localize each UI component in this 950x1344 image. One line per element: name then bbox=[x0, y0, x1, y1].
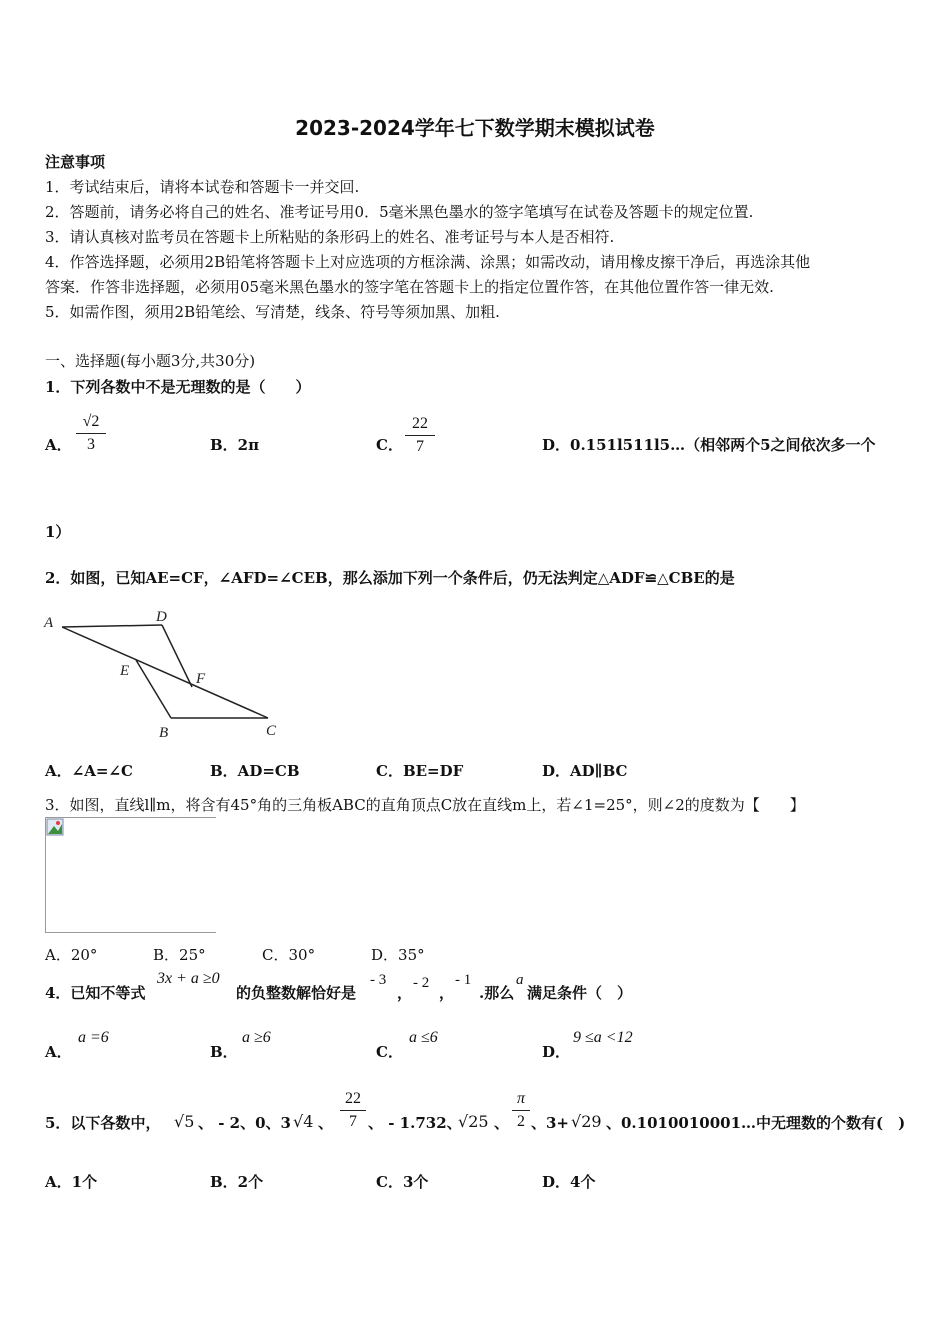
page-title: 2023-2024学年七下数学期末模拟试卷 bbox=[295, 116, 655, 140]
q5-fraction-numerator: 22 bbox=[345, 1090, 361, 1107]
q5-text-5: 、3+ bbox=[531, 1114, 570, 1132]
segment-ac bbox=[62, 627, 268, 718]
q5-pi-numerator: π bbox=[516, 1090, 525, 1107]
q4-separator: ， bbox=[439, 984, 455, 1002]
q4-condition-text: 满足条件（ ） bbox=[527, 984, 633, 1002]
point-d-label: D bbox=[156, 609, 167, 625]
notice-item: 3．请认真核对监考员在答题卡上所粘贴的条形码上的姓名、准考证号与本人是否相符. bbox=[45, 228, 615, 246]
q5-sqrt4: √4 bbox=[293, 1112, 314, 1131]
q5-text-3: 、 - 1.732、 bbox=[368, 1114, 462, 1132]
q4-middle-text: 的负整数解恰好是 bbox=[236, 984, 357, 1002]
notice-item: 4．作答选择题，必须用2B铅笔将答题卡上对应选项的方框涂满、涂黑；如需改动，请用橡皮擦干净后，再选涂其他 bbox=[45, 253, 811, 271]
notice-item: 5．如需作图，须用2B铅笔绘、写清楚，线条、符号等须加黑、加粗. bbox=[45, 303, 500, 321]
q2-option-a: A．∠A=∠C bbox=[45, 762, 133, 780]
broken-image-icon bbox=[46, 818, 64, 836]
q5-text-6: 、0.1010010001…中无理数的个数有( ) bbox=[606, 1114, 906, 1132]
q2-option-b: B．AD=CB bbox=[210, 762, 300, 780]
q2-option-c: C．BE=DF bbox=[376, 762, 464, 780]
question-1-stem: 1．下列各数中不是无理数的是（ ） bbox=[45, 378, 311, 396]
q4-option-a: a =6 bbox=[78, 1029, 109, 1046]
q1-option-d: D．0.151l511l5…（相邻两个5之间依次多一个 bbox=[542, 436, 876, 454]
point-b-label: B bbox=[159, 725, 169, 740]
q4-option-c-label: C． bbox=[376, 1043, 403, 1061]
notice-item: 答案．作答非选择题，必须用05毫米黑色墨水的签字笔在答题卡上的指定位置作答，在其他位置作答一律无效. bbox=[45, 278, 774, 296]
q4-value-2: - 2 bbox=[413, 975, 430, 991]
question-5-prefix: 5．以下各数中， bbox=[45, 1114, 161, 1132]
q2-option-d: D．AD∥BC bbox=[542, 762, 628, 780]
q5-text-2: 、 bbox=[318, 1114, 334, 1132]
question-2-stem: 2．如图，已知AE=CF，∠AFD=∠CEB，那么添加下列一个条件后，仍无法判定△ADF≌△CBE的是 bbox=[45, 569, 735, 587]
q4-separator: ， bbox=[397, 984, 413, 1002]
notice-heading: 注意事项 bbox=[45, 153, 106, 171]
section-heading: 一、选择题(每小题3分,共30分) bbox=[45, 352, 256, 370]
point-f-label: F bbox=[196, 671, 206, 687]
q4-value-1: - 3 bbox=[370, 972, 387, 988]
q5-sqrt29: √29 bbox=[571, 1112, 602, 1131]
q4-option-c: a ≤6 bbox=[409, 1029, 438, 1046]
question-3-stem: 3．如图，直线l∥m，将含有45°角的三角板ABC的直角顶点C放在直线m上，若∠1=25°，则∠2的度数为【 】 bbox=[45, 796, 805, 814]
q1-option-c-label: C． bbox=[376, 436, 403, 454]
q4-value-3: - 1 bbox=[455, 972, 472, 988]
q5-option-c: C．3个 bbox=[376, 1173, 429, 1191]
q1-option-a-fraction bbox=[76, 412, 106, 455]
q4-variable-a: a bbox=[516, 972, 524, 988]
q5-pi-denominator: 2 bbox=[517, 1113, 525, 1130]
q4-option-a-label: A． bbox=[45, 1043, 72, 1061]
q3-option-b: B．25° bbox=[153, 946, 206, 964]
q1-option-d-continued: 1） bbox=[45, 523, 71, 541]
q4-post-text: .那么 bbox=[479, 984, 515, 1002]
segment-ad bbox=[62, 625, 162, 627]
q3-option-d: D．35° bbox=[371, 946, 425, 964]
notice-item: 2．答题前，请务必将自己的姓名、准考证号用0．5毫米黑色墨水的签字笔填写在试卷及答题卡的规定位置. bbox=[45, 203, 754, 221]
segment-eb bbox=[136, 660, 171, 718]
q2-geometry-figure bbox=[40, 605, 290, 740]
q5-sqrt5: √5 bbox=[174, 1112, 195, 1131]
q1-option-a-label: A． bbox=[45, 436, 72, 454]
q5-fraction-22-7 bbox=[340, 1089, 366, 1132]
point-c-label: C bbox=[266, 723, 277, 739]
question-4-prefix: 4．已知不等式 bbox=[45, 984, 146, 1002]
q4-option-d: 9 ≤a <12 bbox=[573, 1029, 633, 1046]
q3-image-placeholder bbox=[45, 817, 216, 933]
point-a-label: A bbox=[44, 615, 54, 631]
q5-option-d: D．4个 bbox=[542, 1173, 596, 1191]
q5-fraction-denominator: 7 bbox=[349, 1113, 357, 1130]
q5-option-a: A．1个 bbox=[45, 1173, 98, 1191]
q5-fraction-pi-2 bbox=[512, 1089, 530, 1132]
q1-option-b: B．2π bbox=[210, 436, 260, 454]
q4-inequality: 3x + a ≥0 bbox=[157, 970, 220, 987]
q1-option-c-fraction bbox=[405, 414, 435, 457]
q1-a-denominator: 3 bbox=[87, 436, 95, 453]
q5-sqrt25: √25 bbox=[458, 1112, 489, 1131]
notice-item: 1．考试结束后，请将本试卷和答题卡一并交回. bbox=[45, 178, 360, 196]
q3-option-c: C．30° bbox=[262, 946, 316, 964]
q1-a-numerator: √2 bbox=[82, 413, 100, 430]
q4-option-b: a ≥6 bbox=[242, 1029, 271, 1046]
q4-option-b-label: B． bbox=[210, 1043, 238, 1061]
q5-text-1: 、 - 2、0、3 bbox=[198, 1114, 291, 1132]
q3-option-a: A．20° bbox=[45, 946, 98, 964]
q1-c-denominator: 7 bbox=[416, 438, 424, 455]
q1-c-numerator: 22 bbox=[412, 415, 428, 432]
q4-option-d-label: D． bbox=[542, 1043, 571, 1061]
q5-option-b: B．2个 bbox=[210, 1173, 264, 1191]
point-e-label: E bbox=[120, 663, 130, 679]
q5-text-4: 、 bbox=[494, 1114, 510, 1132]
